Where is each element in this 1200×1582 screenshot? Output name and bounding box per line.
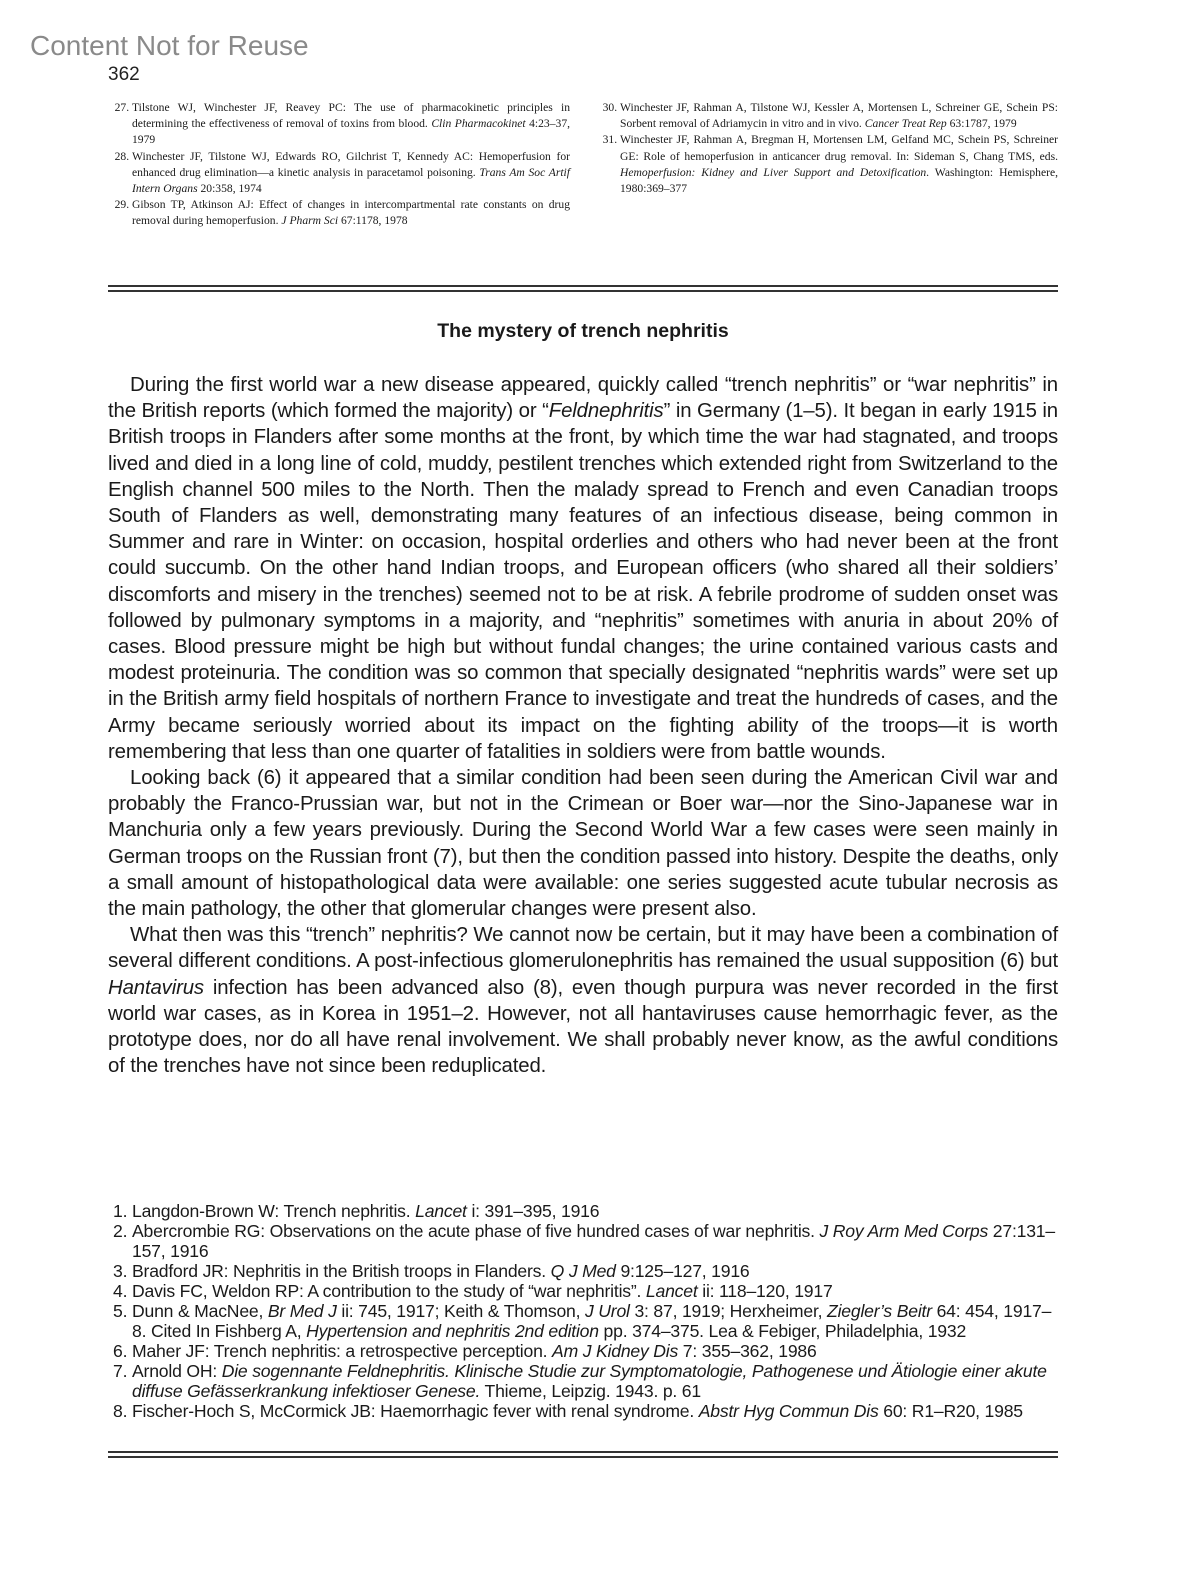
reference-item: 31. Winchester JF, Rahman A, Bregman H, Mortensen LM, Gelfand MC, Schein PS, Schreiner GE: Role of hemoperfusion in anticancer drug removal. In: Sideman S, Chang TMS, eds. Hemoperfusion: Kidney and Liver Support and Detoxification. Washington: Hemisphere, 1980:369–377 xyxy=(620,132,1058,197)
paragraph-2: Looking back (6) it appeared that a similar condition had been seen during the American Civil war and probably the Franco-Prussian war, but not in the Crimean or Boer war—nor the Sino-Japanese war in Manchuria only a few years previously. During the Second World War a few cases were seen mainly in German troops on the Russian front (7), but then the condition passed into history. Despite the deaths, only a small amount of histopathological data were available: one series suggested acute tubular necrosis as the main pathology, the other that glomerular changes were present also. xyxy=(108,767,1058,921)
top-references-left-column xyxy=(108,100,570,230)
reference-item: 30. Winchester JF, Rahman A, Tilstone WJ, Kessler A, Mortensen L, Schreiner GE, Schein PS: Sorbent removal of Adriamycin in vitro and in vivo. Cancer Treat Rep 63:1787, 1979 xyxy=(620,100,1058,132)
reference-item: 3. Bradford JR: Nephritis in the British troops in Flanders. Q J Med 9:125–127, 1916 xyxy=(132,1261,1058,1281)
watermark: Content Not for Reuse xyxy=(30,30,309,61)
top-reference-list-right xyxy=(596,100,1058,197)
reference-item: 5. Dunn & MacNee, Br Med J ii: 745, 1917; Keith & Thomson, J Urol 3: 87, 1919; Herxheimer, Ziegler’s Beitr 64: 454, 1917–8. Cited In Fishberg A, Hypertension and nephritis 2nd edition pp. 374–375. Lea & Febiger, Philadelphia, 1932 xyxy=(132,1301,1058,1341)
reference-item: 7. Arnold OH: Die sogennante Feldnephritis. Klinische Studie zur Symptomatologie, Pathogenese und Ätiologie einer akute diffuse Gefässerkrankung infektioser Genese. Thieme, Leipzig. 1943. p. 61 xyxy=(132,1361,1058,1401)
paragraph-1: During the first world war a new disease appeared, quickly called “trench nephritis” or “war nephritis” in the British reports (which formed the majority) or “Feldnephritis” in Germany (1–5). It began in early 1915 in British troops in Flanders after some months at the front, by which time the war had stagnated, and troops lived and died in a long line of cold, muddy, pestilent trenches which extended right from Switzerland to the English channel 500 miles to the North. Then the malady spread to French and even Canadian troops South of Flanders as well, demonstrating many features of an infectious disease, being common in Summer and rare in Winter: on occasion, hospital orderlies and others who had never been at the front could succumb. On the other hand Indian troops, and European officers (who shared all their soldiers’ discomforts and misery in the trenches) seemed not to be at risk. A febrile prodrome of sudden onset was followed by pulmonary symptoms in a majority, and “nephritis” sometimes with anuria in about 20% of cases. Blood pressure might be high but without fundal changes; the urine contained various casts and modest proteinuria. The condition was so common that specially designated “nephritis wards” were set up in the British army field hospitals of northern France to investigate and treat the hundreds of cases, and the Army became seriously worried about its impact on the fighting ability of the troops—it is worth remembering that less than one quarter of fatalities in soldiers were from battle wounds. xyxy=(108,374,1058,763)
reference-item: 6. Maher JF: Trench nephritis: a retrospective perception. Am J Kidney Dis 7: 355–362, 1986 xyxy=(132,1341,1058,1361)
box-body xyxy=(108,372,1058,1079)
box-reference-list xyxy=(108,1201,1058,1421)
reference-item: 1. Langdon-Brown W: Trench nephritis. Lancet i: 391–395, 1916 xyxy=(132,1201,1058,1221)
box-references xyxy=(108,1201,1058,1421)
reference-item: 4. Davis FC, Weldon RP: A contribution to the study of “war nephritis”. Lancet ii: 118–120, 1917 xyxy=(132,1281,1058,1301)
reference-item: 8. Fischer-Hoch S, McCormick JB: Haemorrhagic fever with renal syndrome. Abstr Hyg Commun Dis 60: R1–R20, 1985 xyxy=(132,1401,1058,1421)
reference-item: 27. Tilstone WJ, Winchester JF, Reavey PC: The use of pharmacokinetic principles in determining the effectiveness of removal of toxins from blood. Clin Pharmacokinet 4:23–37, 1979 xyxy=(132,100,570,149)
reference-item: 2. Abercrombie RG: Observations on the acute phase of five hundred cases of war nephritis. J Roy Arm Med Corps 27:131–157, 1916 xyxy=(132,1221,1058,1261)
reference-item: 28. Winchester JF, Tilstone WJ, Edwards RO, Gilchrist T, Kennedy AC: Hemoperfusion for enhanced drug elimination—a kinetic analysis in paracetamol poisoning. Trans Am Soc Artif Intern Organs 20:358, 1974 xyxy=(132,149,570,198)
box-title: The mystery of trench nephritis xyxy=(437,320,729,342)
reference-item: 29. Gibson TP, Atkinson AJ: Effect of changes in intercompartmental rate constants on drug removal during hemoperfusion. J Pharm Sci 67:1178, 1978 xyxy=(132,197,570,229)
top-references xyxy=(108,100,1058,230)
box-bottom-rule xyxy=(108,1451,1058,1458)
paragraph-3: What then was this “trench” nephritis? We cannot now be certain, but it may have been a combination of several different conditions. A post-infectious glomerulonephritis has remained the usual supposition (6) but Hantavirus infection has been advanced also (8), even though purpura was never recorded in the first world war cases, as in Korea in 1951–2. However, not all hantaviruses cause hemorrhagic fever, as the prototype does, nor do all have renal involvement. We shall probably never know, as the awful conditions of the trenches have not since been reduplicated. xyxy=(108,924,1058,1078)
page-number: 362 xyxy=(108,64,140,85)
top-references-right-column xyxy=(596,100,1058,230)
box-top-rule xyxy=(108,285,1058,292)
top-reference-list-left xyxy=(108,100,570,230)
